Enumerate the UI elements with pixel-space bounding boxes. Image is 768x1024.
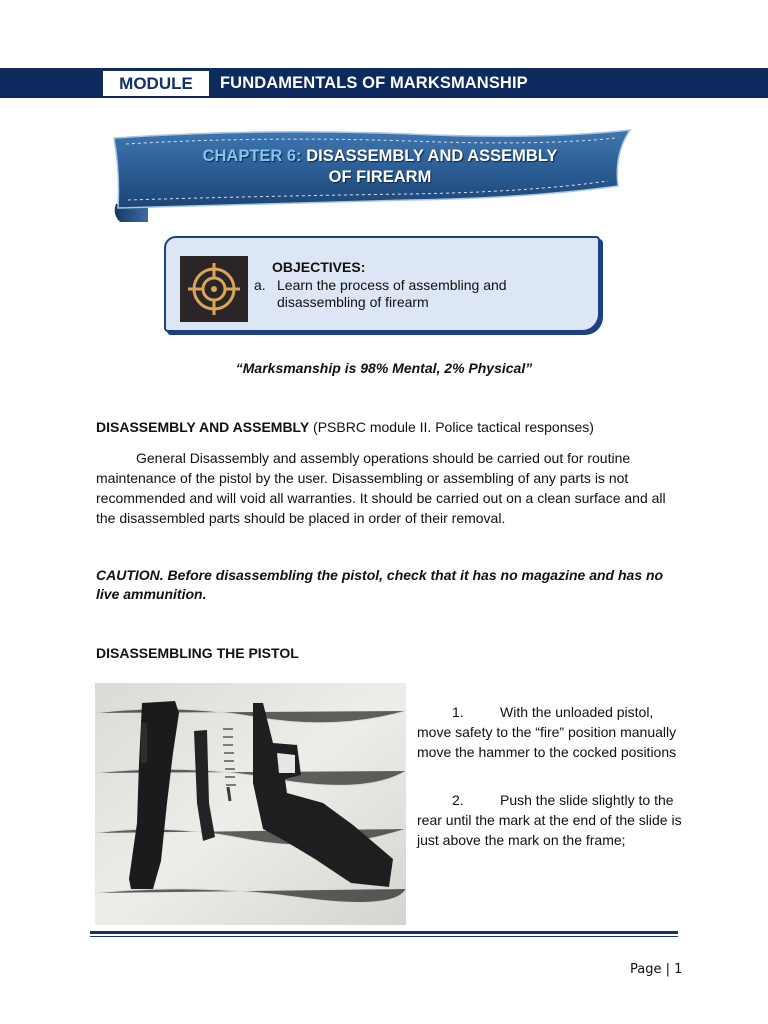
step-number: 2. [452,792,464,808]
objective-marker: a. [254,277,266,293]
caution-note: CAUTION. Before disassembling the pistol, check that it has no magazine and has no live ammunition. [96,567,664,602]
objectives-heading: OBJECTIVES: [272,259,366,275]
step-number: 1. [452,704,464,720]
page-number: Page | 1 [630,962,683,977]
section-source: (PSBRC module II. Police tactical responses) [309,419,594,435]
quote: “Marksmanship is 98% Mental, 2% Physical” [235,360,533,376]
step-text: With the unloaded pistol, move safety to the “fire” position manually move the hammer to the cocked positions [417,704,677,760]
target-icon [180,256,248,322]
step-text: Push the slide slightly to the rear until the mark at the end of the slide is just above the mark on the frame; [417,792,682,848]
pistol-parts-photo [95,683,406,925]
module-label: MODULE [103,71,209,96]
section-heading [96,419,594,435]
footer-rule-thin [90,936,678,937]
objective-item: Learn the process of assembling and disassembling of firearm [277,277,507,310]
module-title: FUNDAMENTALS OF MARKSMANSHIP [220,74,528,92]
step-2 [417,790,685,850]
footer-rule [90,931,678,934]
section-paragraph: General Disassembly and assembly operations should be carried out for routine maintenance of the pistol by the user. Disassembling or assembling of any parts is not recommended and will void all warranties. It should be carried out on a clean surface and all the disassembled parts should be placed in order of their removal. [96,450,666,526]
chapter-label: CHAPTER 6: [202,147,302,165]
chapter-title-line2: OF FIREARM [328,168,432,186]
chapter-title [160,146,600,188]
step-1 [417,702,685,762]
chapter-title-line1: DISASSEMBLY AND ASSEMBLY [306,147,558,165]
subsection-heading: DISASSEMBLING THE PISTOL [96,645,299,661]
section-heading-title: DISASSEMBLY AND ASSEMBLY [96,419,310,435]
